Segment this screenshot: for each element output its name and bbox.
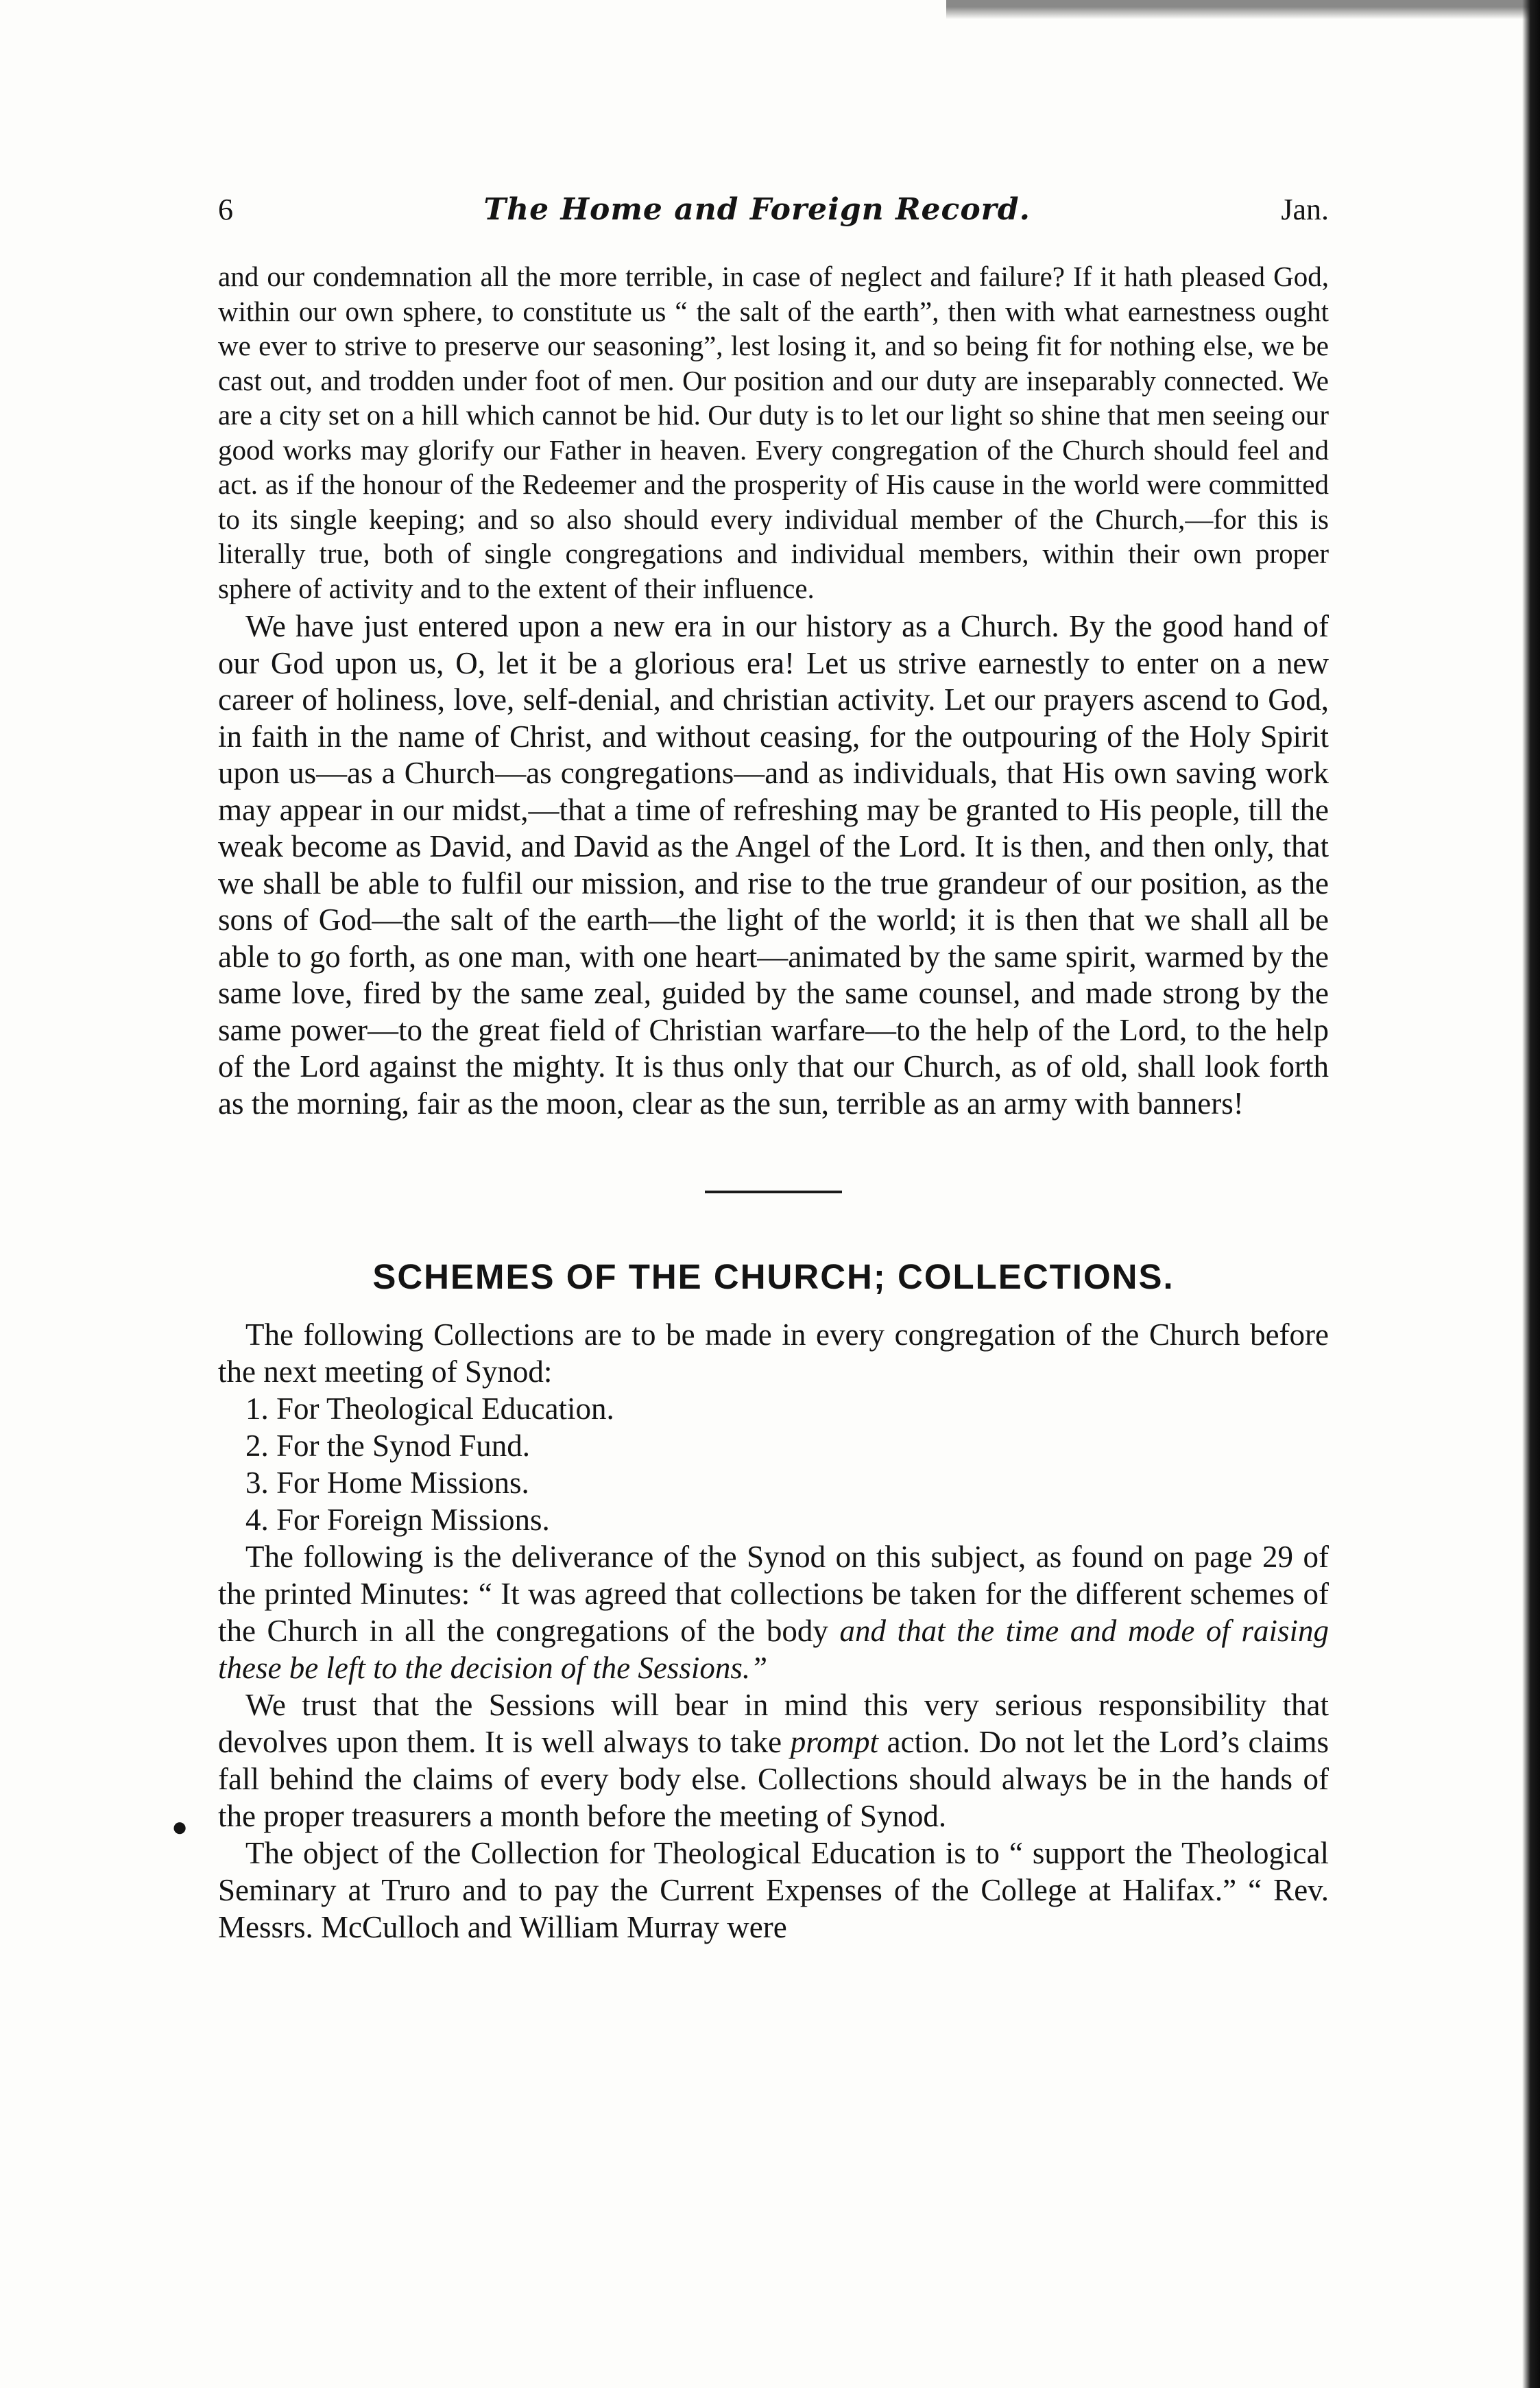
list-item: 1. For Theological Education.: [245, 1392, 614, 1426]
scan-shadow-right: [1522, 0, 1540, 2388]
paragraph-new-era: We have just entered upon a new era in our history as a Church. By the good hand of our God upon us, O, let it be a glorious era! Let us strive earnestly to enter on a new career of holiness, love, self-denial, and christian activity. Let our prayers ascend to God, in faith in the name of Christ, and without ceasing, for the outpouring of the Holy Spirit upon us—as a Church—as congregations—and as individuals, that His own saving work may appear in our midst,—that a time of refreshing may be granted to His people, till the weak become as David, and David as the Angel of the Lord. It is then, and then only, that we shall be able to fulfil our mission, and rise to the true grandeur of our position, as the sons of God—the salt of the earth—the light of the world; it is then that we shall all be able to go forth, as one man, with one heart—animated by the same spirit, warmed by the same love, fired by the same zeal, guided by the same counsel, and made strong by the same power—to the great field of Christian warfare—to the help of the Lord, to the help of the Lord against the mighty. It is thus only that our Church, as of old, shall look forth as the morning, fair as the moon, clear as the sun, terrible as an army with banners!: [218, 609, 1329, 1121]
synod-deliverance: [218, 1538, 1329, 1686]
deliverance-text: The following is the deliverance of the Synod on this subject, as found on page 29 of the printed Minutes: “ It was agreed that collections be taken for the different schemes of the Church in all the congregations of the body: [218, 1540, 1329, 1648]
margin-pointer-icon: ●: [171, 1811, 189, 1842]
paragraph-condemnation: and our condemnation all the more terrible, in case of neglect and failure? If it hath pleased God, within our own sphere, to constitute us “ the salt of the earth”, then with what earnestness ought we ever to strive to preserve our seasoning”, lest losing it, and so being fit for nothing else, we be cast out, and trodden under foot of men. Our position and our duty are inseparably connected. We are a city set on a hill which cannot be hid. Our duty is to let our light so shine that men seeing our good works may glorify our Father in heaven. Every congregation of the Church should feel and act. as if the honour of the Redeemer and the prosperity of His cause in the world were committed to its single keeping; and so also should every individual member of the Church,—for this is literally true, both of single congregations and individual members, within their own proper sphere of activity and to the extent of their influence.: [218, 261, 1329, 604]
collections-intro: The following Collections are to be made in every congregation of the Church before the next meeting of Synod:: [218, 1317, 1329, 1389]
trust-text-end: action. Do not let the Lord’s claims fall behind the claims of every body else. Collections should always be in the hands of the proper treasurers a month before the meeting of Synod.: [218, 1725, 1330, 1833]
collections-list: [218, 1390, 1329, 1538]
collection-object: The object of the Collection for Theological Education is to “ support the Theological Seminary at Truro and to pay the Current Expenses of the College at Halifax.” “ Rev. Messrs. McCulloch and William Murray were: [218, 1836, 1329, 1944]
page: [218, 192, 1329, 1946]
trust-text: We trust that the Sessions will bear in mind this very serious responsibility that devolves upon them. It is well always to take: [218, 1688, 1329, 1759]
page-number: 6: [218, 193, 233, 226]
section-divider: [705, 1191, 842, 1193]
journal-title: The Home and Foreign Record.: [483, 192, 1031, 227]
section-heading: SCHEMES OF THE CHURCH; COLLECTIONS.: [372, 1257, 1175, 1296]
sessions-trust: [218, 1686, 1329, 1835]
running-head: [218, 192, 1329, 240]
issue-month: Jan.: [1281, 193, 1329, 226]
trust-italic: prompt: [790, 1725, 879, 1759]
list-item: 4. For Foreign Missions.: [245, 1503, 550, 1537]
deliverance-italic: and that the time and mode of raising these be left to the decision of the Sessions.”: [218, 1614, 1329, 1685]
scan-shadow-top: [946, 0, 1540, 41]
list-item: 3. For Home Missions.: [245, 1466, 529, 1500]
collections-section: [218, 1316, 1329, 1946]
list-item: 2. For the Synod Fund.: [245, 1429, 531, 1463]
